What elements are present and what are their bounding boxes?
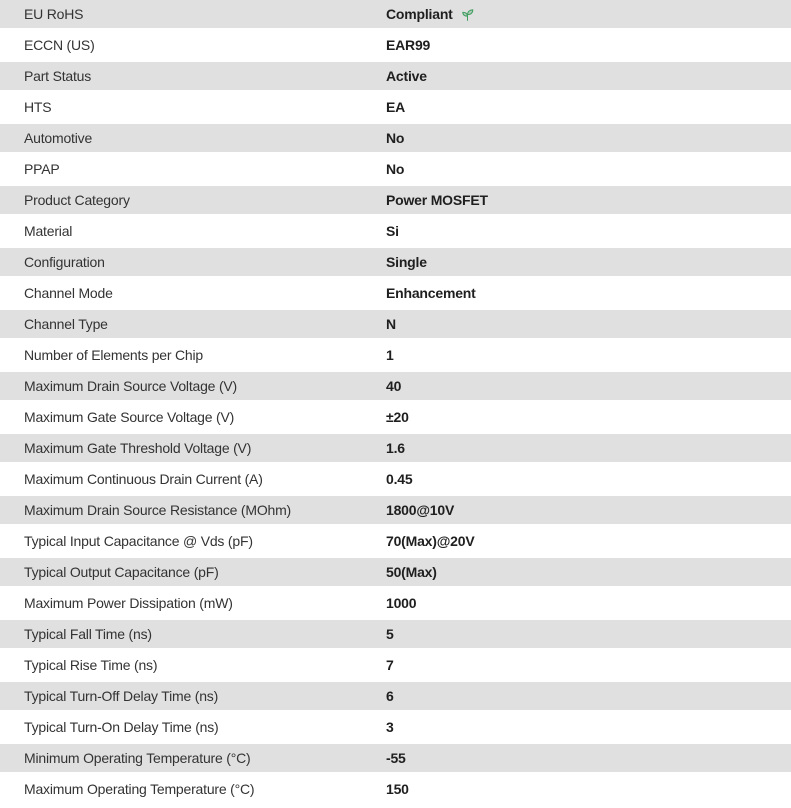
spec-label: Typical Rise Time (ns) [24,657,158,673]
spec-row [0,527,791,555]
spec-value-text: No [386,161,405,177]
spec-row [0,465,791,493]
spec-value-text: Single [386,254,427,270]
spec-row [0,651,791,679]
spec-value [386,192,791,208]
spec-row [0,620,791,648]
spec-row [0,93,791,121]
spec-value-text: EA [386,99,406,115]
spec-row [0,403,791,431]
spec-value [386,285,791,301]
spec-value-text: EAR99 [386,37,431,53]
spec-row [0,372,791,400]
spec-label: Material [24,223,73,239]
spec-row [0,775,791,803]
spec-row [0,248,791,276]
spec-label: Typical Turn-Off Delay Time (ns) [24,688,219,704]
spec-label: ECCN (US) [24,37,95,53]
spec-label: PPAP [24,161,60,177]
spec-row [0,744,791,772]
spec-value [386,99,791,115]
spec-row [0,31,791,59]
spec-row [0,186,791,214]
spec-value-text: 0.45 [386,471,413,487]
spec-value [386,657,791,673]
leaf-icon [460,7,475,22]
spec-row [0,217,791,245]
spec-value-text: 5 [386,626,394,642]
spec-row [0,124,791,152]
spec-value [386,750,791,766]
spec-value-text: 150 [386,781,409,797]
spec-value-text: Enhancement [386,285,476,301]
spec-value-text: 6 [386,688,394,704]
spec-value-text: 1800@10V [386,502,455,518]
spec-value [386,502,791,518]
spec-value-text: Compliant [386,6,453,22]
spec-value-text: 70(Max)@20V [386,533,475,549]
spec-value-text: 50(Max) [386,564,437,580]
spec-row [0,682,791,710]
spec-value-text: ±20 [386,409,409,425]
spec-value [386,409,791,425]
spec-value [386,347,791,363]
spec-value [386,440,791,456]
spec-value [386,37,791,53]
spec-value [386,6,791,22]
spec-value-text: 1.6 [386,440,405,456]
spec-row [0,341,791,369]
spec-value-text: Active [386,68,427,84]
spec-label: Typical Fall Time (ns) [24,626,152,642]
spec-label: Typical Input Capacitance @ Vds (pF) [24,533,253,549]
spec-label: EU RoHS [24,6,84,22]
spec-value [386,471,791,487]
spec-value-text: Power MOSFET [386,192,488,208]
spec-row [0,558,791,586]
spec-value-text: 7 [386,657,394,673]
spec-label: Channel Type [24,316,108,332]
spec-value [386,719,791,735]
spec-label: Maximum Gate Source Voltage (V) [24,409,235,425]
spec-row [0,589,791,617]
spec-label: Configuration [24,254,105,270]
spec-value [386,564,791,580]
spec-label: Maximum Drain Source Resistance (MOhm) [24,502,292,518]
spec-row [0,155,791,183]
spec-label: Maximum Gate Threshold Voltage (V) [24,440,252,456]
spec-label: Number of Elements per Chip [24,347,204,363]
spec-label: Maximum Operating Temperature (°C) [24,781,255,797]
spec-row [0,434,791,462]
spec-value-text: 3 [386,719,394,735]
spec-value [386,781,791,797]
spec-label: Minimum Operating Temperature (°C) [24,750,251,766]
spec-value [386,595,791,611]
spec-row [0,310,791,338]
spec-label: Automotive [24,130,93,146]
spec-value [386,161,791,177]
spec-row [0,713,791,741]
spec-label: Maximum Drain Source Voltage (V) [24,378,238,394]
spec-value [386,130,791,146]
spec-value [386,223,791,239]
spec-label: Part Status [24,68,92,84]
spec-label: Maximum Continuous Drain Current (A) [24,471,263,487]
spec-value [386,378,791,394]
spec-value [386,254,791,270]
spec-label: Product Category [24,192,130,208]
spec-label: Typical Turn-On Delay Time (ns) [24,719,219,735]
spec-value-text: -55 [386,750,406,766]
spec-value [386,68,791,84]
spec-value [386,688,791,704]
spec-value-text: N [386,316,396,332]
spec-row [0,496,791,524]
spec-value-text: 1 [386,347,394,363]
spec-row [0,0,791,28]
spec-label: Channel Mode [24,285,113,301]
spec-value [386,626,791,642]
spec-label: Typical Output Capacitance (pF) [24,564,219,580]
spec-value-text: Si [386,223,399,239]
spec-value-text: 1000 [386,595,417,611]
spec-row [0,62,791,90]
spec-row [0,279,791,307]
spec-value-text: No [386,130,405,146]
spec-value [386,316,791,332]
spec-value [386,533,791,549]
spec-label: HTS [24,99,52,115]
spec-label: Maximum Power Dissipation (mW) [24,595,233,611]
spec-value-text: 40 [386,378,402,394]
